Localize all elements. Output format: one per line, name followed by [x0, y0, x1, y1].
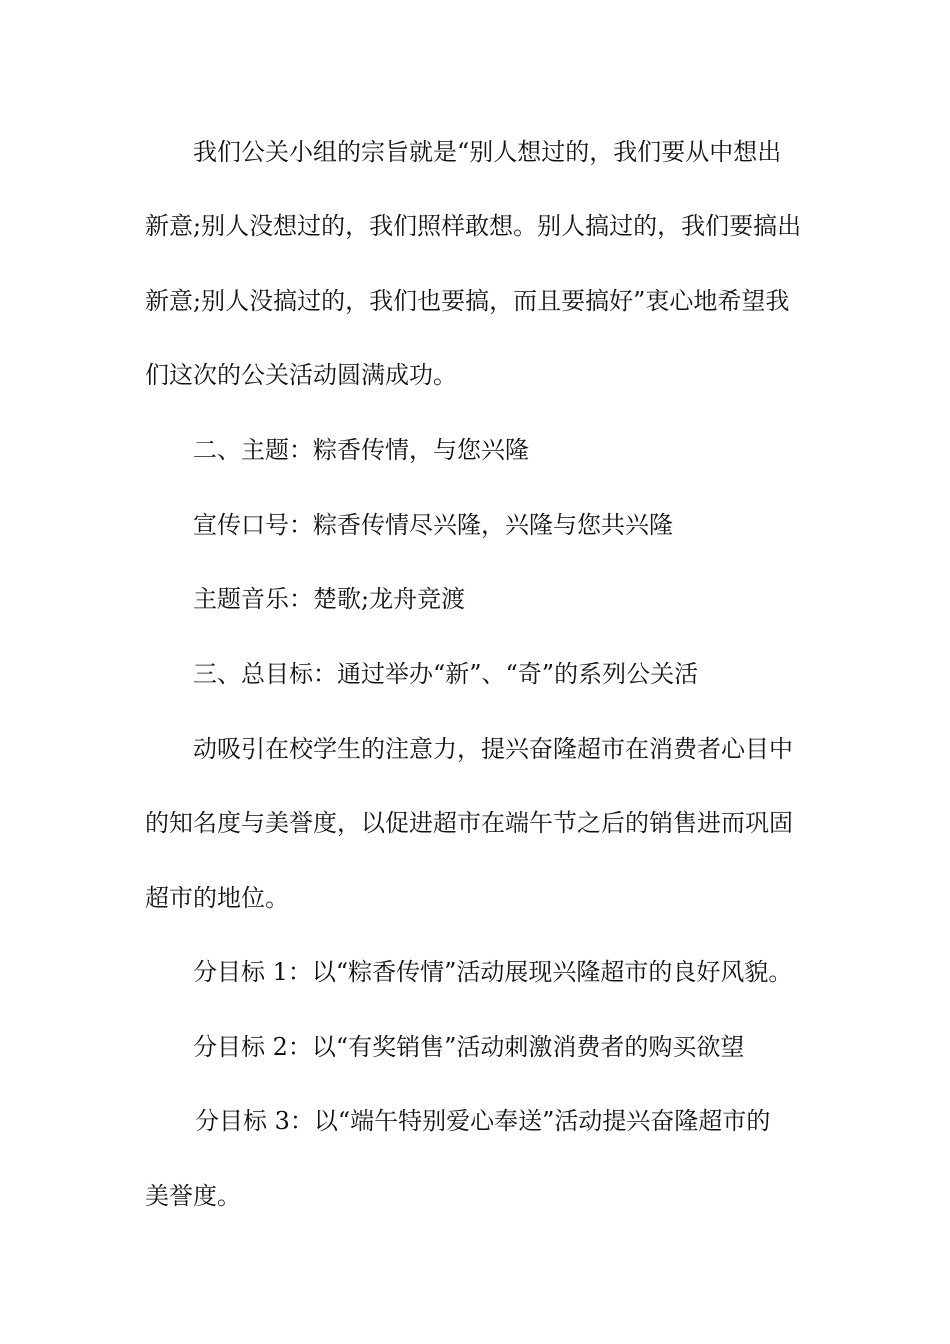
- paragraph-line: 分目标 3：以“端午特别爱心奉送”活动提兴奋隆超市的: [195, 1107, 771, 1135]
- paragraph-line: 的知名度与美誉度，以促进超市在端午节之后的销售进而巩固: [145, 809, 793, 837]
- paragraph-line: 新意;别人没搞过的，我们也要搞，而且要搞好”衷心地希望我: [145, 287, 790, 315]
- paragraph-line: 分目标 1：以“粽香传情”活动展现兴隆超市的良好风貌。: [193, 958, 793, 986]
- paragraph-line: 宣传口号：粽香传情尽兴隆，兴隆与您共兴隆: [193, 511, 673, 539]
- paragraph-line: 我们公关小组的宗旨就是“别人想过的，我们要从中想出: [193, 138, 782, 166]
- paragraph-line: 新意;别人没想过的，我们照样敢想。别人搞过的，我们要搞出: [145, 212, 802, 240]
- paragraph-line: 美誉度。: [145, 1182, 241, 1210]
- section-heading: 三、总目标：通过举办“新”、“奇”的系列公关活: [193, 660, 699, 688]
- paragraph-line: 分目标 2：以“有奖销售”活动刺激消费者的购买欲望: [193, 1033, 745, 1061]
- paragraph-line: 超市的地位。: [145, 884, 289, 912]
- paragraph-line: 主题音乐：楚歌;龙舟竞渡: [193, 585, 466, 613]
- paragraph-line: 动吸引在校学生的注意力，提兴奋隆超市在消费者心目中: [193, 735, 793, 763]
- section-heading: 二、主题：粽香传情，与您兴隆: [193, 436, 529, 464]
- paragraph-line: 们这次的公关活动圆满成功。: [145, 361, 457, 389]
